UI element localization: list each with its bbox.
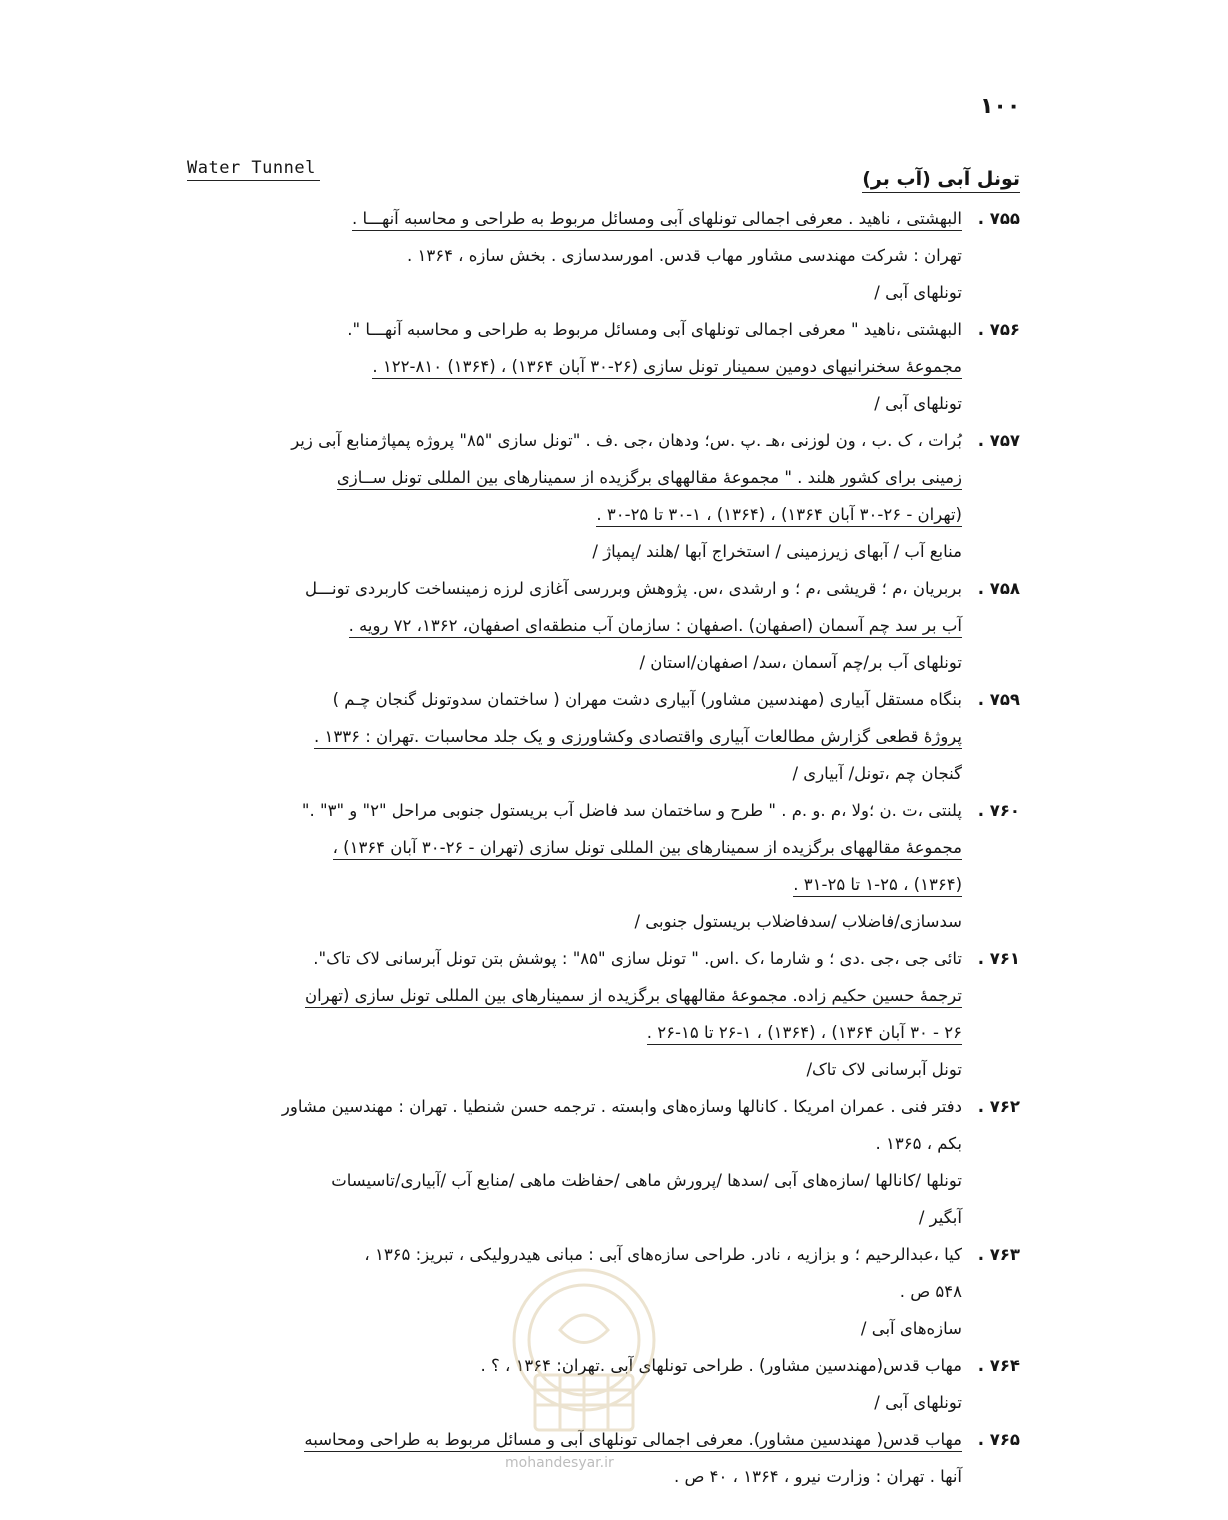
entry-number: ۷۶۵ . <box>977 1430 1020 1449</box>
entry-subject: سدسازی/فاضلاب /سدفاضلاب بریستول جنوبی / <box>634 912 962 931</box>
entry-text: بکم ، ۱۳۶۵ . <box>875 1134 962 1153</box>
page-number: ۱۰۰ <box>980 94 1021 119</box>
entry-759 <box>120 681 1020 792</box>
entry-757 <box>120 422 1020 570</box>
entry-subject: سازه‌های آبی / <box>860 1319 962 1338</box>
entry-subject: تونل آبرسانی لاک تاک/ <box>806 1060 962 1079</box>
entry-text: بُرات ، ک .ب ، ون لوزنی ،هـ .پ .س؛ ودهان ،جی .ف . "تونل سازی "۸۵" پروژه پمپاژمنابع آبی زیر <box>291 431 962 450</box>
entry-text: زمینی برای کشور هلند . " مجموعهٔ مقالههای برگزیده از سمینارهای بین المللی تونل ســازی <box>337 468 962 490</box>
entry-text: ترجمهٔ حسین حکیم زاده. مجموعهٔ مقالههای برگزیده از سمینارهای بین المللی تونل سازی (تهران <box>305 986 962 1008</box>
entry-text: تهران : شرکت مهندسی مشاور مهاب قدس. امورسدسازی . بخش سازه ، ۱۳۶۴ . <box>406 246 962 265</box>
persian-heading: تونل آبی (آب بر) <box>862 168 1020 193</box>
entry-text: (۱۳۶۴) ، ۱-۲۵ تا ۲۵-۳۱ . <box>793 875 962 897</box>
entry-subject: تونلهای آبی / <box>874 1393 962 1412</box>
entry-text: دفتر فنی . عمران امریکا . کانالها وسازه‌های وابسته . ترجمه حسن شنطیا . تهران : مهندسین مشاور <box>281 1097 962 1116</box>
entry-text: مهاب قدس( مهندسین مشاور). معرفی اجمالی تونلهای آبی و مسائل مربوط به طراحی ومحاسبه <box>304 1430 962 1452</box>
entry-number: ۷۵۵ . <box>977 209 1020 228</box>
entry-subject: تونلهای آب بر/چم آسمان ،سد/ اصفهان/استان / <box>639 653 962 672</box>
entry-text: کیا ،عبدالرحیم ؛ و بزازیه ، نادر. طراحی سازه‌های آبی : مبانی هیدرولیکی ، تبریز: ۱۳۶۵ ، <box>364 1245 962 1264</box>
entry-text: مهاب قدس(مهندسین مشاور) . طراحی تونلهای آبی .تهران: ۱۳۶۴ ، ؟ . <box>480 1356 962 1375</box>
entry-text: آنها . تهران : وزارت نیرو ، ۱۳۶۴ ، ۴۰ ص . <box>673 1467 962 1486</box>
entry-number: ۷۶۳ . <box>977 1245 1020 1264</box>
entry-number: ۷۵۸ . <box>977 579 1020 598</box>
entry-763 <box>120 1236 1020 1347</box>
entry-number: ۷۶۴ . <box>977 1356 1020 1375</box>
entry-subject: تونلهای آبی / <box>874 283 962 302</box>
entry-text: مجموعهٔ سخنرانیهای دومین سمینار تونل سازی (۲۶-۳۰ آبان ۱۳۶۴) ، (۱۳۶۴) ۸۱۰-۱۲۲ . <box>372 357 962 379</box>
entry-text: پروژهٔ قطعی گزارش مطالعات آبیاری واقتصادی وکشاورزی و یک جلد محاسبات .تهران : ۱۳۳۶ . <box>314 727 962 749</box>
bibliography-list <box>120 200 1020 1495</box>
entry-subject: آبگیر / <box>918 1208 962 1227</box>
entry-subject: تونلها /کانالها /سازه‌های آبی /سدها /پرورش ماهی /حفاظت ماهی /منابع آب /آبیاری/تاسیسات <box>331 1171 962 1190</box>
entry-text: پلنتی ،ت .ن ؛ولا ،م .و .م . " طرح و ساختمان سد فاضل آب بریستول جنوبی مراحل "۲" و "۳" ." <box>301 801 962 820</box>
entry-text: البهشتی ، ناهید . معرفی اجمالی تونلهای آبی ومسائل مربوط به طراحی و محاسبه آنهـــا . <box>352 209 962 231</box>
entry-758 <box>120 570 1020 681</box>
entry-number: ۷۶۱ . <box>977 949 1020 968</box>
entry-text: بربریان ،م ؛ قریشی ،م ؛ و ارشدی ،س. پژوهش وبررسی آغازی لرزه زمینساخت کاربردی تونـــل <box>305 579 962 598</box>
entry-text: (تهران - ۲۶-۳۰ آبان ۱۳۶۴) ، (۱۳۶۴) ، ۱-۳۰ تا ۲۵-۳۰ . <box>596 505 962 527</box>
entry-756 <box>120 311 1020 422</box>
entry-764 <box>120 1347 1020 1421</box>
entry-subject: منابع آب / آبهای زیرزمینی / استخراج آبها /هلند /پمپاژ / <box>592 542 962 561</box>
entry-762 <box>120 1088 1020 1236</box>
entry-760 <box>120 792 1020 940</box>
entry-number: ۷۵۷ . <box>977 431 1020 450</box>
entry-text: البهشتی ،ناهید " معرفی اجمالی تونلهای آبی ومسائل مربوط به طراحی و محاسبه آنهـــا ". <box>347 320 962 339</box>
entry-number: ۷۶۲ . <box>977 1097 1020 1116</box>
entry-text: مجموعهٔ مقالههای برگزیده از سمینارهای بین المللی تونل سازی (تهران - ۲۶-۳۰ آبان ۱۳۶۴) ، <box>333 838 962 860</box>
entry-number: ۷۵۶ . <box>977 320 1020 339</box>
entry-text: ۵۴۸ ص . <box>899 1282 962 1301</box>
entry-761 <box>120 940 1020 1088</box>
entry-text: تائی جی ،جی .دی ؛ و شارما ،ک .اس. " تونل سازی "۸۵" : پوشش بتن تونل آبرسانی لاک تاک". <box>313 949 962 968</box>
entry-number: ۷۵۹ . <box>977 690 1020 709</box>
entry-text: بنگاه مستقل آبیاری (مهندسین مشاور) آبیاری دشت مهران ( ساختمان سدوتونل گنجان چـم ) <box>332 690 962 709</box>
entry-755 <box>120 200 1020 311</box>
english-heading: Water Tunnel <box>187 158 320 181</box>
entry-number: ۷۶۰ . <box>977 801 1020 820</box>
entry-subject: گنجان چم ،تونل/ آبیاری / <box>792 764 962 783</box>
entry-text: ۲۶ - ۳۰ آبان ۱۳۶۴) ، (۱۳۶۴) ، ۱-۲۶ تا ۱۵-۲۶ . <box>647 1023 962 1045</box>
entry-subject: تونلهای آبی / <box>874 394 962 413</box>
entry-text: آب بر سد چم آسمان (اصفهان) .اصفهان : سازمان آب منطقه‌ای اصفهان، ۱۳۶۲، ۷۲ رویه . <box>349 616 962 638</box>
watermark-text: mohandesyar.ir <box>505 1455 614 1471</box>
